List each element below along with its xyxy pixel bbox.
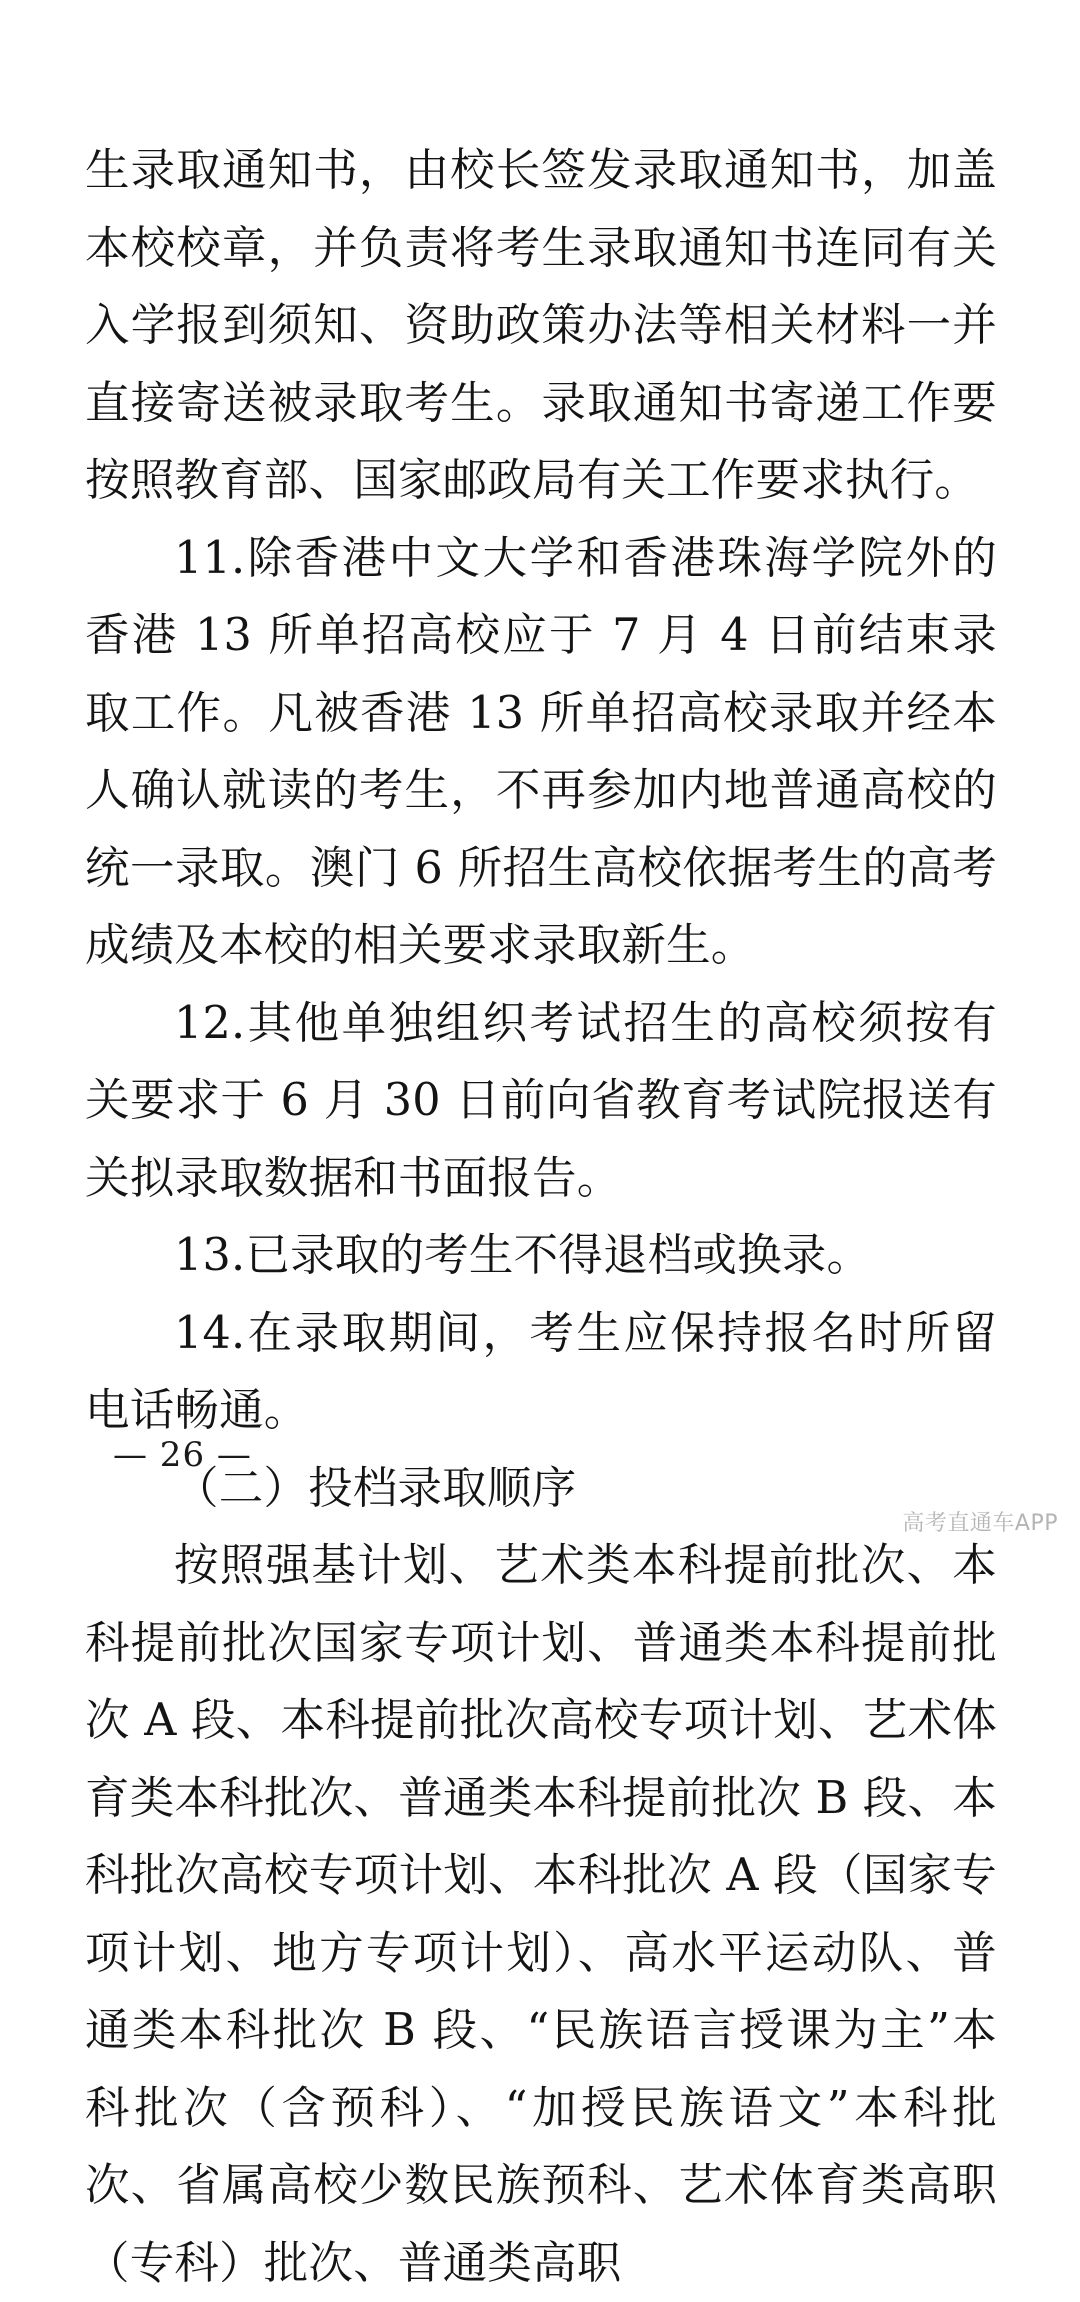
section-heading-er: （二）投档录取顺序 (174, 1462, 577, 1514)
page-footer (85, 1435, 997, 1475)
list-item-13: 13.已录取的考生不得退档或换录。 (174, 1230, 872, 1281)
list-item-11: 11.除香港中文大学和香港珠海学院外的香港 13 所单招高校应于 7 月 4 日前结束录取工作。凡被香港 13 所单招高校录取并经本人确认就读的考生，不再参加内地普通高校的统一录取。澳门 6 所招生高校依据考生的高考成绩及本校的相关要求录取新生。 (85, 532, 997, 971)
watermark-label: 高考直通车APP (902, 1511, 1058, 1536)
document-body (85, 132, 997, 2302)
list-item-12: 12.其他单独组织考试招生的高校须按有关要求于 6 月 30 日前向省教育考试院报送有关拟录取数据和书面报告。 (85, 997, 997, 1204)
paragraph-continuation: 生录取通知书，由校长签发录取通知书，加盖本校校章，并负责将考生录取通知书连同有关入学报到须知、资助政策办法等相关材料一并直接寄送被录取考生。录取通知书寄递工作要按照教育部、国家邮政局有关工作要求执行。 (85, 145, 997, 506)
section-paragraph-admission-order: 按照强基计划、艺术类本科提前批次、本科提前批次国家专项计划、普通类本科提前批次 A 段、本科提前批次高校专项计划、艺术体育类本科批次、普通类本科提前批次 B 段、本科批次高校专项计划、本科批次 A 段（国家专项计划、地方专项计划）、高水平运动队、普通类本科批次 B 段、“民族语言授课为主”本科批次（含预科）、“加授民族语文”本科批次、省属高校少数民族预科、艺术体育类高职（专科）批次、普通类高职 (85, 1540, 997, 2289)
page-number: — 26 — (113, 1435, 252, 1475)
list-item-14: 14.在录取期间，考生应保持报名时所留电话畅通。 (85, 1307, 997, 1436)
